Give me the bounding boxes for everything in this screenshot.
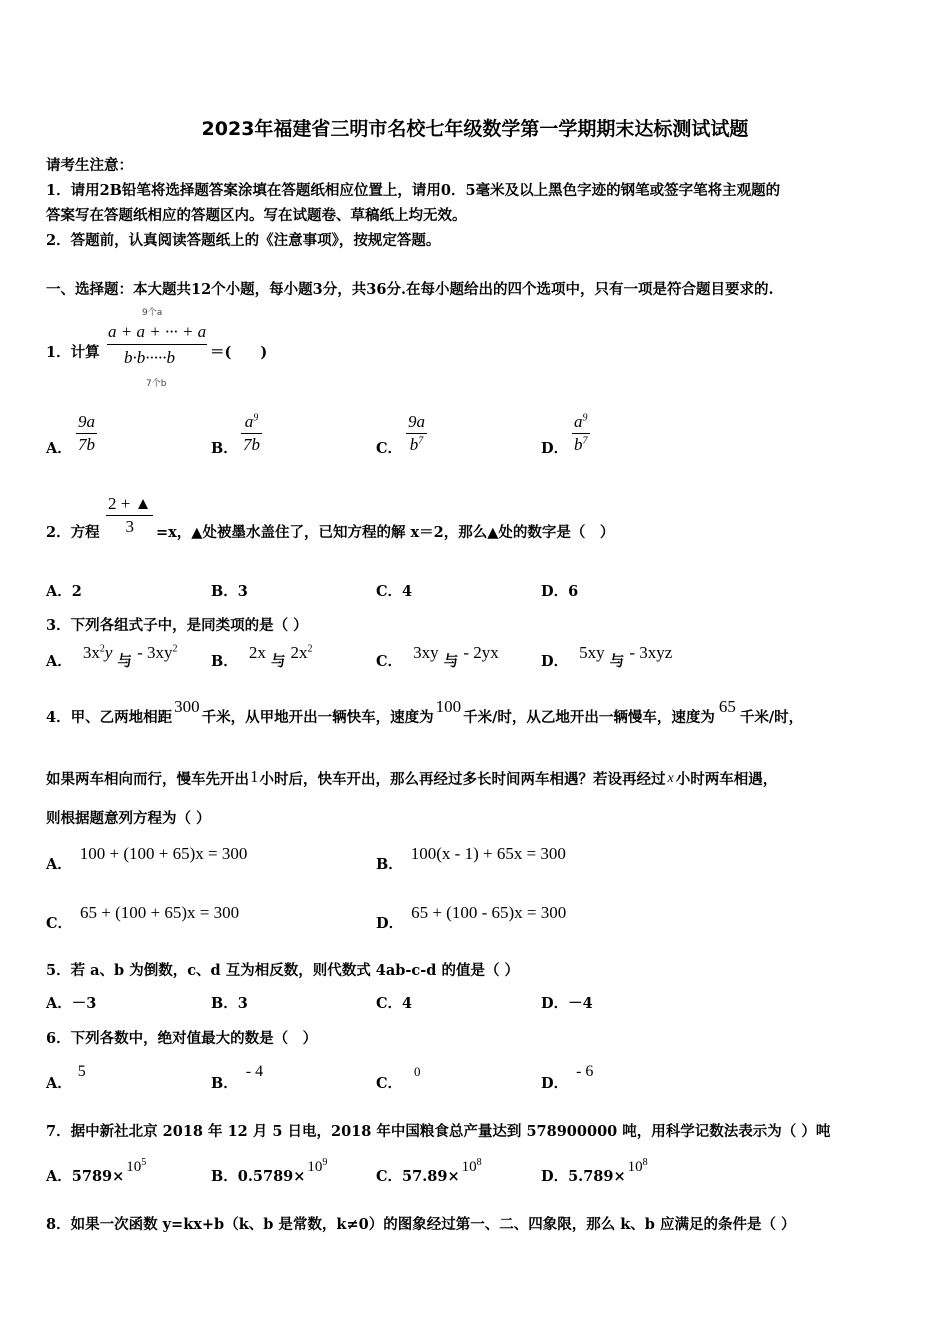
q6-option-c[interactable]: C．0: [376, 1064, 421, 1092]
q1-numerator: a + a + ··· + a: [108, 322, 207, 341]
q3-text: 3．下列各组式子中，是同类项的是（ ）: [46, 617, 308, 634]
q5-option-a[interactable]: A．－3: [46, 995, 97, 1012]
q3-option-c[interactable]: C． 3xy 与 - 2yx: [376, 643, 499, 670]
notice-heading: 请考生注意：: [46, 157, 133, 174]
page-title: 2023年福建省三明市名校七年级数学第一学期期末达标测试试题: [201, 118, 749, 140]
q6-option-a[interactable]: A．5: [46, 1063, 86, 1092]
q1-option-b[interactable]: $a^9$ 7b: [243, 412, 260, 454]
q8-text: 8．如果一次函数 y=kx+b（k、b 是常数，k≠0）的图象经过第一、二、四象限，那么 k、b 应满足的条件是（ ）: [46, 1216, 796, 1233]
q7-text: 7．据中新社北京 2018 年 12 月 5 日电，2018 年中国粮食总产量达到 578900000 吨，用科学记数法表示为（ ）吨: [46, 1123, 831, 1140]
q1-option-d-label: D．: [541, 440, 569, 457]
q1-option-a[interactable]: 9a 7b: [78, 412, 95, 454]
q4-line-2: 如果两车相向而行，慢车先开出1小时后，快车开出，那么再经过多长时间两车相遇？若设再经过 x 小时两车相遇，: [46, 767, 778, 788]
q4-option-c[interactable]: C．65 + (100 + 65)x = 300: [46, 903, 240, 932]
notice-line-2: 2．答题前，认真阅读答题纸上的《注意事项》，按规定答题。: [46, 232, 441, 249]
q4-line-1: 4．甲、乙两地相距300千米，从甲地开出一辆快车，速度为100千米/时，从乙地开出一辆慢车，速度为65千米/时，: [46, 697, 804, 726]
q7-option-d[interactable]: D．$5.789\times 10^8$: [541, 1157, 648, 1185]
notice-line-1a: 1．请用2B铅笔将选择题答案涂填在答题纸相应位置上，请用0．5毫米及以上黑色字迹的钢笔或签字笔将主观题的: [46, 182, 781, 199]
q2-tail: =x，▲处被墨水盖住了，已知方程的解 x＝2，那么▲处的数字是（ ）: [156, 524, 615, 541]
q2-option-d[interactable]: D．6: [541, 583, 579, 600]
q7-option-a[interactable]: A．$5789\times 10^5$: [46, 1157, 147, 1185]
q4-option-a[interactable]: A．100 + (100 + 65)x = 300: [46, 844, 248, 873]
q2-option-b[interactable]: B．3: [211, 583, 248, 600]
q1-denominator: b·b·····b: [124, 348, 175, 367]
q3-option-d[interactable]: D． 5xy 与 - 3xyz: [541, 643, 673, 670]
q2-option-a[interactable]: A．2: [46, 583, 82, 600]
q6-option-b[interactable]: B．- 4: [211, 1063, 264, 1092]
q7-option-b[interactable]: B．$0.5789\times 10^9$: [211, 1157, 328, 1185]
q1-option-b-label: B．: [211, 440, 238, 457]
q1-option-c[interactable]: 9a $b^7$: [408, 412, 425, 454]
notice-line-1b: 答案写在答题纸相应的答题区内。写在试题卷、草稿纸上均无效。: [46, 207, 467, 224]
q1-fraction-bar: [107, 344, 207, 345]
q5-text: 5．若 a、b 为倒数，c、d 互为相反数，则代数式 4ab-c-d 的值是（ ）: [46, 962, 520, 979]
q5-option-d[interactable]: D．－4: [541, 995, 593, 1012]
q1-option-c-label: C．: [376, 440, 403, 457]
q1-option-d[interactable]: $a^9$ $b^7$: [574, 412, 588, 454]
q5-option-c[interactable]: C．4: [376, 995, 413, 1012]
q4-option-d[interactable]: D．65 + (100 - 65)x = 300: [376, 903, 567, 932]
q4-option-b[interactable]: B．100(x - 1) + 65x = 300: [376, 844, 566, 873]
section-heading: 一、选择题：本大题共12个小题，每小题3分，共36分.在每小题给出的四个选项中，只有一项是符合题目要求的.: [46, 281, 774, 298]
q7-option-c[interactable]: C．$57.89\times 10^8$: [376, 1157, 482, 1185]
q3-option-b[interactable]: B． 2x 与 $2x^2$: [211, 643, 313, 670]
q2-label: 2．方程: [46, 524, 100, 541]
q5-option-b[interactable]: B．3: [211, 995, 248, 1012]
q4-line-3: 则根据题意列方程为（ ）: [46, 810, 211, 827]
q1-option-a-label: A．: [46, 440, 72, 457]
q3-option-a[interactable]: A． $3x^2y$ 与 - $3xy^2$: [46, 643, 178, 670]
q1-tail: ＝( ): [210, 344, 268, 361]
q1-label: 1．计算: [46, 344, 100, 361]
q1-brace-top: 9个a: [142, 308, 163, 318]
q1-brace-bottom: 7个b: [146, 379, 167, 389]
q6-text: 6．下列各数中，绝对值最大的数是（ ）: [46, 1030, 318, 1047]
q6-option-d[interactable]: D．- 6: [541, 1063, 594, 1092]
q2-fraction: 2 + ▲ 3: [108, 494, 152, 536]
q2-option-c[interactable]: C．4: [376, 583, 413, 600]
